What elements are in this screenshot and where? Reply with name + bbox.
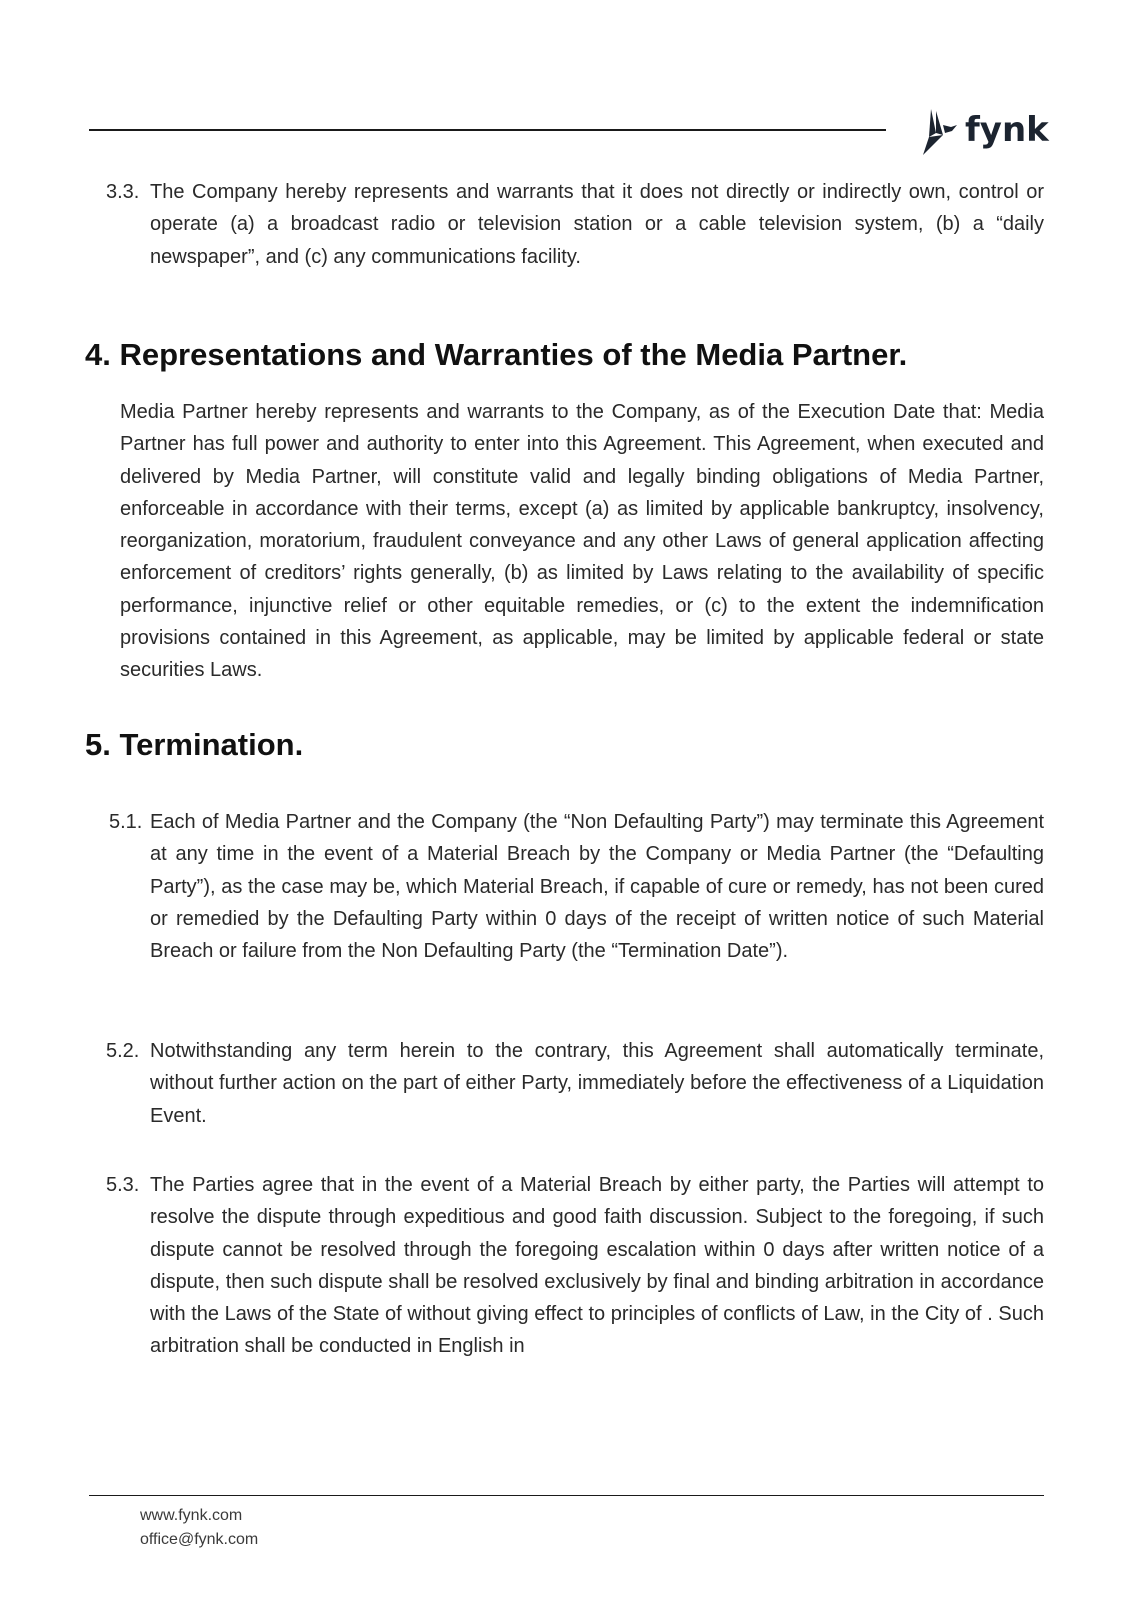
clause-text: The Company hereby represents and warrants that it does not directly or indirectly own, control or operate (a) a broadcast radio or television station or a cable television system, (b) a “daily newspaper”, and (c) any communications facility. <box>150 181 1044 268</box>
clause-text: Each of Media Partner and the Company (the “Non Defaulting Party”) may terminate this Agreement at any time in the event of a Material Breach by the Company or Media Partner (the “Defaulting Party”), as the case may be, which Material Breach, if capable of cure or remedy, has not been cured or remedied by the Defaulting Party within 0 days of the receipt of written notice of such Material Breach or failure from the Non Defaulting Party (the “Termination Date”). <box>150 811 1044 963</box>
bird-logo-icon <box>921 107 961 157</box>
header-divider <box>89 129 886 131</box>
clause-number: 5.1. <box>109 811 143 833</box>
clause-5-2 <box>106 1035 1044 1132</box>
clause-number: 5.3. <box>106 1174 140 1196</box>
footer-website[interactable]: www.fynk.com <box>140 1507 243 1524</box>
footer-email[interactable]: office@fynk.com <box>140 1531 259 1548</box>
section-4-paragraph: Media Partner hereby represents and warrants to the Company, as of the Execution Date that: Media Partner has full power and authority to enter into this Agreement. This Agreement, when executed and delivered by Media Partner, will constitute valid and legally binding obligations of Media Partner, enforceable in accordance with their terms, except (a) as limited by applicable bankruptcy, insolvency, reorganization, moratorium, fraudulent conveyance and any other Laws of general application affecting enforcement of creditors’ rights generally, (b) as limited by Laws relating to the availability of specific performance, injunctive relief or other equitable remedies, or (c) to the extent the indemnification provisions contained in this Agreement, as applicable, may be limited by applicable federal or state securities Laws. <box>120 401 1044 682</box>
clause-3-3 <box>106 176 1044 273</box>
section-4-heading: 4. Representations and Warranties of the Media Partner. <box>85 337 908 372</box>
fynk-logo <box>921 104 1049 160</box>
clause-number: 3.3. <box>106 181 140 203</box>
section-5-heading: 5. Termination. <box>85 727 304 762</box>
clause-text: The Parties agree that in the event of a Material Breach by either party, the Parties will attempt to resolve the dispute through expeditious and good faith discussion. Subject to the foregoing, if such dispute cannot be resolved through the foregoing escalation within 0 days after written notice of a dispute, then such dispute shall be resolved exclusively by final and binding arbitration in accordance with the Laws of the State of without giving effect to principles of conflicts of Law, in the City of . Such arbitration shall be conducted in English in <box>150 1174 1044 1358</box>
footer-divider <box>89 1495 1044 1496</box>
clause-text: Notwithstanding any term herein to the contrary, this Agreement shall automatically terminate, without further action on the part of either Party, immediately before the effectiveness of a Liquidation Event. <box>150 1040 1044 1127</box>
clause-number: 5.2. <box>106 1040 140 1062</box>
logo-wordmark: fynk <box>965 110 1049 150</box>
clause-5-1 <box>106 806 1044 967</box>
clause-5-3 <box>106 1169 1044 1363</box>
